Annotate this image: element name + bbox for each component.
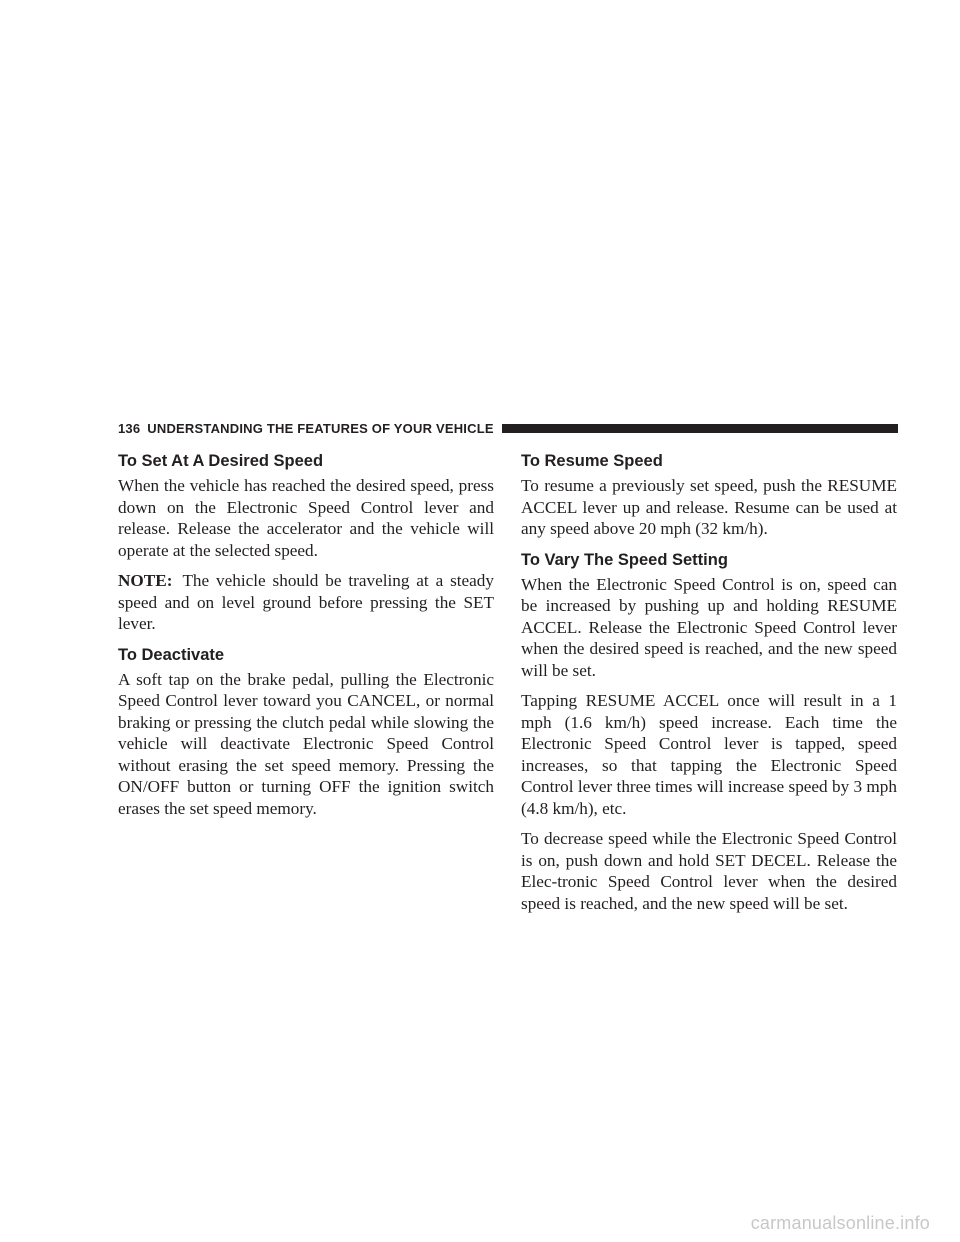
- resume-body: To resume a previously set speed, push the RESUME ACCEL lever up and release. Resume can be used at any speed above 20 mph (32 km/h).: [521, 476, 897, 538]
- section-title: UNDERSTANDING THE FEATURES OF YOUR VEHICLE: [147, 420, 494, 436]
- page-header: [118, 418, 898, 438]
- set-speed-body: When the vehicle has reached the desired speed, press down on the Electronic Speed Control lever and release. Release the accelerator and the vehicle will operate at the selected speed.: [118, 476, 494, 560]
- watermark-text: carmanualsonline.info: [750, 1213, 930, 1233]
- heading-resume-speed: To Resume Speed: [521, 452, 663, 470]
- deactivate-body: A soft tap on the brake pedal, pulling the Electronic Speed Control lever toward you CANCEL, or normal braking or pressing the clutch pedal while slowing the vehicle will deactivate Electronic Speed Control without erasing the set speed memory. Pressing the ON/OFF button or turning OFF the ignition switch erases the set speed memory.: [118, 669, 494, 818]
- note-text: The vehicle should be traveling at a steady speed and on level ground before pressing the SET lever.: [118, 571, 494, 633]
- heading-vary-speed: To Vary The Speed Setting: [521, 550, 728, 569]
- heading-set-speed: To Set At A Desired Speed: [118, 452, 324, 470]
- vary-paragraph-1: When the Electronic Speed Control is on, speed can be increased by pushing up and holding RESUME ACCEL. Release the Electronic Speed Control lever when the desired speed is reached, and the new speed will be set.: [521, 574, 897, 680]
- vary-paragraph-2: Tapping RESUME ACCEL once will result in a 1 mph (1.6 km/h) speed increase. Each time the Electronic Speed Control lever is tapped, speed increases, so that tapping the Electronic Speed Control lever three times will increase speed by 3 mph (4.8 km/h), etc.: [521, 691, 897, 818]
- left-column: [118, 452, 494, 819]
- heading-deactivate: To Deactivate: [118, 645, 225, 664]
- header-rule: [502, 424, 898, 433]
- vary-paragraph-3: To decrease speed while the Electronic Speed Control is on, push down and hold SET DECEL. Release the Elec-tronic Speed Control lever when the desired speed is reached, and the new speed will be set.: [521, 829, 897, 913]
- right-column: [521, 452, 897, 914]
- note-paragraph: [118, 570, 494, 635]
- page-number: 136: [118, 420, 141, 436]
- note-label: NOTE:: [118, 571, 173, 590]
